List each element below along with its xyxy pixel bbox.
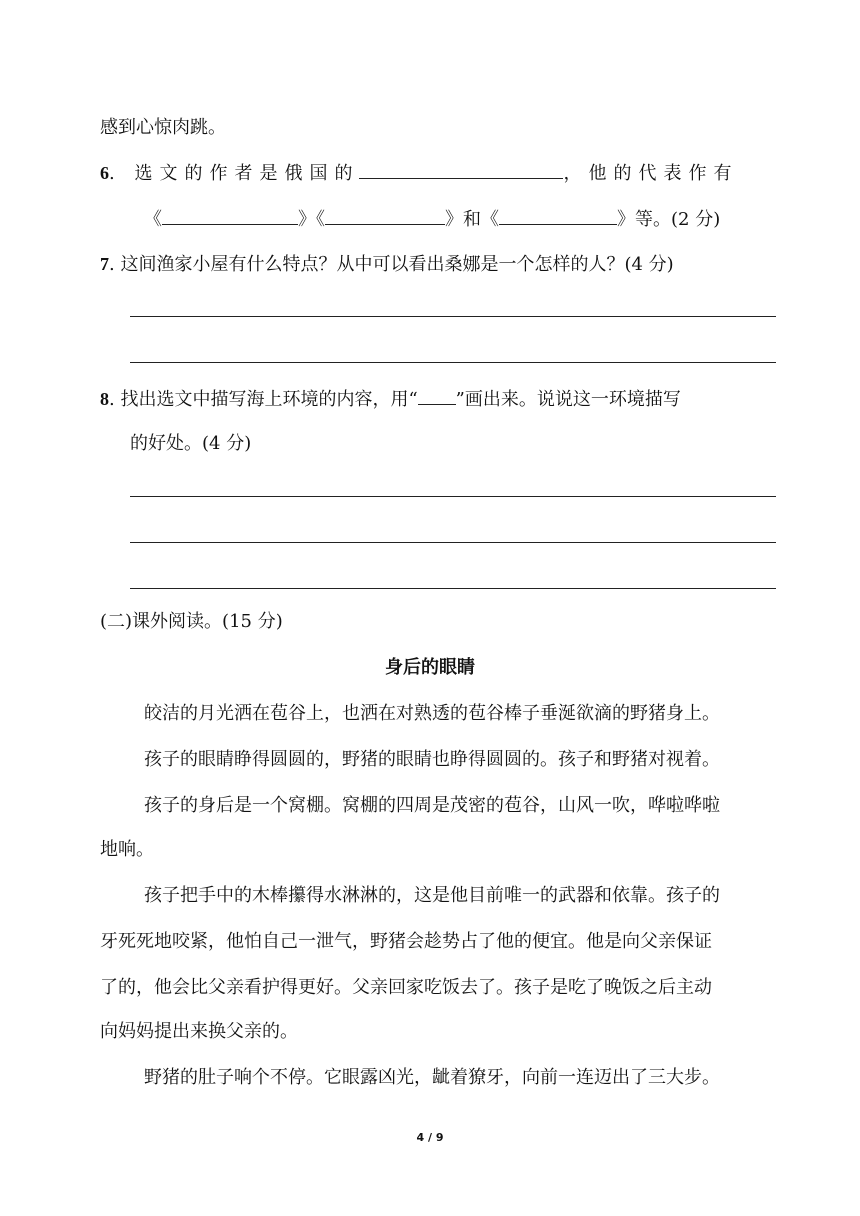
answer-line[interactable] bbox=[130, 588, 776, 589]
question-7-text: . 这间渔家小屋有什么特点？从中可以看出桑娜是一个怎样的人？(4 分) bbox=[109, 254, 674, 275]
bracket-join: 》《 bbox=[298, 209, 325, 230]
work-blank-2[interactable] bbox=[325, 206, 445, 225]
section-heading: (二)课外阅读。(15 分) bbox=[100, 611, 283, 632]
answer-line[interactable] bbox=[130, 316, 776, 317]
passage-paragraph: 孩子的身后是一个窝棚。窝棚的四周是茂密的苞谷，山风一吹，哗啦哗啦 bbox=[144, 795, 720, 816]
passage-paragraph: 孩子把手中的木棒攥得水淋淋的，这是他目前唯一的武器和依靠。孩子的 bbox=[144, 885, 720, 906]
question-6-line1 bbox=[100, 160, 780, 186]
work-blank-3[interactable] bbox=[499, 206, 617, 225]
question-6-line2 bbox=[144, 206, 780, 232]
answer-line[interactable] bbox=[130, 542, 776, 543]
question-8-line1 bbox=[100, 386, 780, 412]
question-7-number: 7 bbox=[100, 254, 109, 274]
author-blank[interactable] bbox=[359, 160, 563, 179]
question-8-number: 8 bbox=[100, 389, 109, 409]
question-8-line2: 的好处。(4 分) bbox=[130, 433, 252, 454]
question-8-text-a: . 找出选文中描写海上环境的内容，用“ bbox=[109, 389, 418, 410]
passage-paragraph: 皎洁的月光洒在苞谷上，也洒在对熟透的苞谷棒子垂涎欲滴的野猪身上。 bbox=[144, 703, 720, 724]
question-6-number: 6 bbox=[100, 163, 109, 183]
answer-line[interactable] bbox=[130, 496, 776, 497]
bracket-join-he: 》和《 bbox=[445, 209, 499, 230]
passage-paragraph: 野猪的肚子响个不停。它眼露凶光，龇着獠牙，向前一连迈出了三大步。 bbox=[144, 1067, 720, 1088]
passage-paragraph-cont: 了的，他会比父亲看护得更好。父亲回家吃饭去了。孩子是吃了晚饭之后主动 bbox=[100, 977, 712, 998]
continuation-text: 感到心惊肉跳。 bbox=[100, 117, 226, 138]
answer-line[interactable] bbox=[130, 362, 776, 363]
passage-paragraph-cont: 地响。 bbox=[100, 839, 154, 860]
passage-paragraph-cont: 向妈妈提出来换父亲的。 bbox=[100, 1021, 298, 1042]
passage-paragraph: 孩子的眼睛睁得圆圆的，野猪的眼睛也睁得圆圆的。孩子和野猪对视着。 bbox=[144, 749, 720, 770]
question-7 bbox=[100, 252, 780, 277]
question-6-tail: 》等。(2 分) bbox=[617, 209, 721, 230]
page-number: 4 / 9 bbox=[416, 1131, 444, 1144]
question-8-text-b: ”画出来。说说这一环境描写 bbox=[455, 389, 681, 410]
question-6-text-a: . 选文的作者是俄国的 bbox=[109, 163, 360, 184]
question-6-text-b: ，他的代表作有 bbox=[563, 163, 739, 184]
underline-marker-blank bbox=[418, 386, 456, 405]
bracket-open: 《 bbox=[144, 209, 162, 230]
work-blank-1[interactable] bbox=[162, 206, 298, 225]
passage-paragraph-cont: 牙死死地咬紧，他怕自己一泄气，野猪会趁势占了他的便宜。他是向父亲保证 bbox=[100, 931, 712, 952]
passage-title: 身后的眼睛 bbox=[385, 657, 475, 678]
